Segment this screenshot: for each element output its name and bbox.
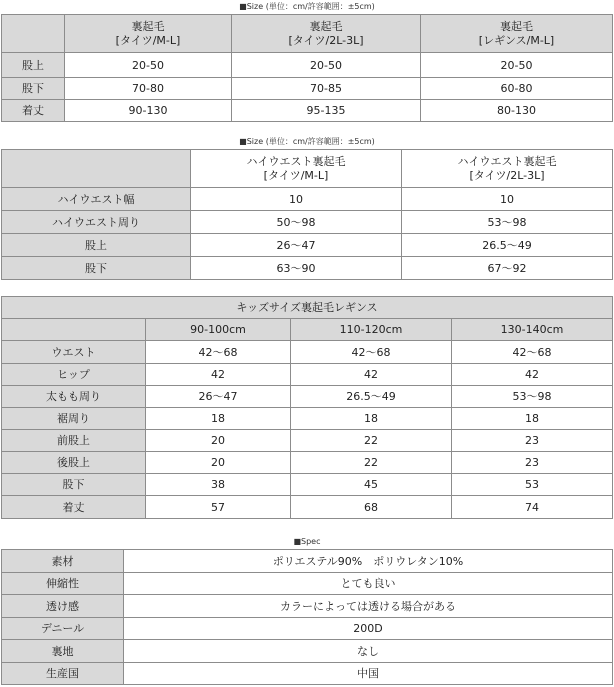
table-row — [2, 496, 613, 519]
value-cell: 45 — [291, 474, 452, 496]
value-cell: 53～98 — [402, 211, 613, 234]
value-cell: 42 — [452, 364, 613, 386]
value-cell: 26.5～49 — [402, 234, 613, 257]
row-label: ヒップ — [2, 364, 146, 386]
table-row — [2, 78, 613, 100]
value-cell: 22 — [291, 430, 452, 452]
table-row — [2, 640, 613, 663]
column-header: 裏起毛 [レギンス/M-L] — [421, 15, 613, 53]
value-cell: 67～92 — [402, 257, 613, 280]
value-cell: 18 — [291, 408, 452, 430]
row-label: 太もも周り — [2, 386, 146, 408]
spec-value: なし — [124, 640, 613, 663]
column-header: ハイウエスト裏起毛 [タイツ/2L-3L] — [402, 150, 613, 188]
value-cell: 18 — [146, 408, 291, 430]
value-cell: 68 — [291, 496, 452, 519]
table-row — [2, 663, 613, 685]
row-label: 裾周り — [2, 408, 146, 430]
value-cell: 20 — [146, 430, 291, 452]
table-row — [2, 573, 613, 595]
column-header: 130-140cm — [452, 319, 613, 341]
spec-label: 伸縮性 — [2, 573, 124, 595]
value-cell: 42 — [291, 364, 452, 386]
spec-table — [1, 549, 613, 685]
value-cell: 23 — [452, 430, 613, 452]
spec-value: 中国 — [124, 663, 613, 685]
table-row — [2, 341, 613, 364]
table-row — [2, 595, 613, 618]
value-cell: 42～68 — [291, 341, 452, 364]
corner-cell — [2, 15, 65, 53]
row-label: 着丈 — [2, 496, 146, 519]
table-row — [2, 211, 613, 234]
spec-value: カラーによっては透ける場合がある — [124, 595, 613, 618]
value-cell: 42 — [146, 364, 291, 386]
value-cell: 26～47 — [146, 386, 291, 408]
size-table-2 — [1, 149, 613, 280]
value-cell: 60-80 — [421, 78, 613, 100]
value-cell: 26.5～49 — [291, 386, 452, 408]
table-row — [2, 452, 613, 474]
value-cell: 20-50 — [232, 53, 421, 78]
row-label: 股下 — [2, 257, 191, 280]
table-row — [2, 53, 613, 78]
value-cell: 53 — [452, 474, 613, 496]
table-row — [2, 474, 613, 496]
value-cell: 18 — [452, 408, 613, 430]
size-caption-1: ■Size (単位：cm/許容範囲：±5cm) — [239, 2, 375, 11]
size-caption-2: ■Size (単位：cm/許容範囲：±5cm) — [239, 137, 375, 146]
column-header: ハイウエスト裏起毛 [タイツ/M-L] — [191, 150, 402, 188]
corner-cell — [2, 150, 191, 188]
value-cell: 23 — [452, 452, 613, 474]
row-label: 股上 — [2, 234, 191, 257]
table-row — [2, 386, 613, 408]
size-table-2-header — [2, 150, 613, 188]
value-cell: 22 — [291, 452, 452, 474]
column-header: 110-120cm — [291, 319, 452, 341]
value-cell: 57 — [146, 496, 291, 519]
value-cell: 95-135 — [232, 100, 421, 122]
value-cell: 26～47 — [191, 234, 402, 257]
spec-label: 生産国 — [2, 663, 124, 685]
value-cell: 80-130 — [421, 100, 613, 122]
row-label: ハイウエスト幅 — [2, 188, 191, 211]
value-cell: 20-50 — [421, 53, 613, 78]
table-row — [2, 257, 613, 280]
row-label: 前股上 — [2, 430, 146, 452]
table-row — [2, 188, 613, 211]
value-cell: 63～90 — [191, 257, 402, 280]
column-header: 裏起毛 [タイツ/2L-3L] — [232, 15, 421, 53]
row-label: ハイウエスト周り — [2, 211, 191, 234]
row-label: 股下 — [2, 474, 146, 496]
value-cell: 42～68 — [452, 341, 613, 364]
spec-label: 素材 — [2, 550, 124, 573]
size-table-1-header — [2, 15, 613, 53]
table-row — [2, 618, 613, 640]
value-cell: 50～98 — [191, 211, 402, 234]
value-cell: 90-130 — [65, 100, 232, 122]
kids-table-title: キッズサイズ裏起毛レギンス — [2, 297, 613, 319]
corner-cell — [2, 319, 146, 341]
row-label: 股上 — [2, 53, 65, 78]
spec-label: 透け感 — [2, 595, 124, 618]
table-row — [2, 100, 613, 122]
value-cell: 38 — [146, 474, 291, 496]
table-row — [2, 550, 613, 573]
spec-caption: ■Spec — [293, 537, 321, 546]
value-cell: 42～68 — [146, 341, 291, 364]
value-cell: 70-80 — [65, 78, 232, 100]
value-cell: 20 — [146, 452, 291, 474]
spec-value: とても良い — [124, 573, 613, 595]
size-table-1 — [1, 14, 613, 122]
row-label: 股下 — [2, 78, 65, 100]
table-row — [2, 430, 613, 452]
row-label: 後股上 — [2, 452, 146, 474]
column-header: 裏起毛 [タイツ/M-L] — [65, 15, 232, 53]
table-row — [2, 364, 613, 386]
row-label: 着丈 — [2, 100, 65, 122]
value-cell: 53～98 — [452, 386, 613, 408]
value-cell: 70-85 — [232, 78, 421, 100]
kids-size-table — [1, 296, 613, 519]
row-label: ウエスト — [2, 341, 146, 364]
value-cell: 20-50 — [65, 53, 232, 78]
value-cell: 74 — [452, 496, 613, 519]
value-cell: 10 — [191, 188, 402, 211]
spec-value: ポリエステル90% ポリウレタン10% — [124, 550, 613, 573]
table-row — [2, 234, 613, 257]
kids-header-row — [2, 319, 613, 341]
spec-label: デニール — [2, 618, 124, 640]
table-row — [2, 408, 613, 430]
kids-title-row — [2, 297, 613, 319]
value-cell: 10 — [402, 188, 613, 211]
spec-label: 裏地 — [2, 640, 124, 663]
spec-value: 200D — [124, 618, 613, 640]
column-header: 90-100cm — [146, 319, 291, 341]
